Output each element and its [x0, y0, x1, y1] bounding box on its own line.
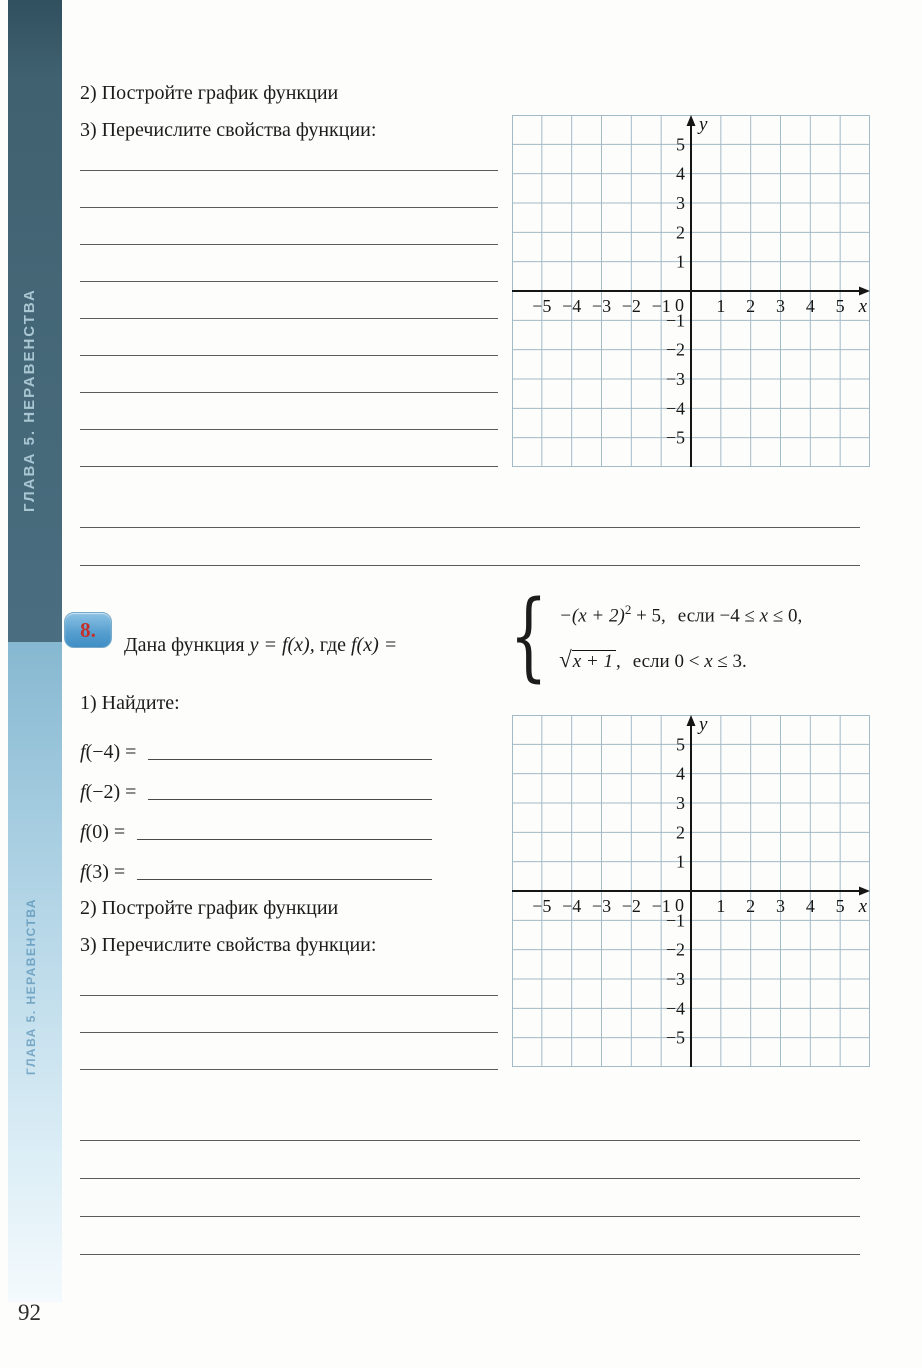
x-tick-label: 5: [835, 296, 845, 316]
x-tick-label: 4: [805, 296, 815, 316]
x-tick-label: −5: [532, 896, 552, 916]
x-tick-label: −2: [621, 296, 641, 316]
writing-line: [80, 1032, 498, 1033]
y-tick-label: −2: [665, 939, 685, 960]
x-tick-label: −1: [651, 896, 671, 916]
task-2-label-bottom: 2) Постройте график функции: [80, 897, 339, 919]
x-tick-label: −4: [562, 296, 582, 316]
branch-2-comma: ,: [615, 651, 621, 673]
y-tick-label: −1: [665, 910, 685, 931]
branch-2-condition-end: ≤ 3.: [712, 651, 747, 673]
x-tick-label: 1: [716, 296, 726, 316]
statement-math-2: f(x) =: [351, 634, 398, 656]
origin-label: 0: [675, 295, 684, 315]
y-tick-label: −5: [665, 427, 685, 448]
writing-line: [80, 429, 498, 430]
x-tick-label: 1: [716, 896, 726, 916]
x-tick-label: −1: [651, 296, 671, 316]
y-tick-label: −3: [665, 369, 685, 389]
task-3-label-top: 3) Перечислите свойства функции:: [80, 119, 377, 141]
y-tick-label: −2: [665, 339, 685, 360]
answer-row-f-minus4: [80, 734, 432, 764]
x-tick-label: 4: [805, 896, 815, 916]
grid-svg: [512, 115, 870, 467]
branch-2-variable: x: [704, 651, 713, 673]
y-axis-letter: y: [699, 715, 708, 735]
answer-row-f-3: [80, 854, 432, 884]
writing-line: [80, 527, 860, 528]
task-3-label-bottom: 3) Перечислите свойства функции:: [80, 934, 377, 956]
writing-line: [80, 1178, 860, 1179]
writing-line: [80, 1069, 498, 1070]
piecewise-branch-2: [559, 638, 802, 684]
y-axis-arrow-icon: [687, 715, 696, 726]
coordinate-grid-bottom: [512, 715, 870, 1067]
statement-text-1: Дана функция: [124, 634, 245, 656]
statement-math-1: y = f(x),: [249, 634, 315, 656]
chapter-title: ГЛАВА 5. НЕРАВЕНСТВА: [21, 288, 38, 512]
x-axis-arrow-icon: [859, 887, 870, 896]
x-tick-label: 2: [746, 296, 756, 316]
x-axis-letter: x: [858, 896, 867, 917]
x-tick-label: −4: [562, 896, 582, 916]
sqrt-icon: √: [559, 647, 572, 673]
branch-1-variable: x: [759, 605, 769, 627]
answer-blank[interactable]: [137, 879, 432, 880]
x-tick-label: 3: [776, 896, 785, 916]
y-tick-label: −3: [665, 969, 685, 989]
task-2-label-top: 2) Постройте график функции: [80, 82, 339, 104]
writing-line: [80, 244, 498, 245]
y-tick-label: 5: [676, 734, 685, 755]
writing-line: [80, 170, 498, 171]
y-tick-label: 2: [676, 222, 685, 243]
grid-svg: [512, 715, 870, 1067]
problem-8-number: 8.: [80, 617, 96, 642]
x-tick-label: 2: [746, 896, 756, 916]
y-tick-label: 4: [676, 763, 685, 784]
y-tick-label: 1: [676, 251, 685, 272]
writing-line: [80, 995, 498, 996]
f-symbol: f: [80, 741, 86, 763]
f-arg: (0) =: [85, 821, 126, 843]
coordinate-grid-top: [512, 115, 870, 467]
branch-1-expression: −(x + 2): [559, 605, 625, 627]
x-tick-label: 3: [776, 296, 785, 316]
branch-2-condition: если 0 <: [632, 651, 705, 673]
writing-line: [80, 207, 498, 208]
y-tick-label: 2: [676, 822, 685, 843]
y-tick-label: 3: [676, 193, 685, 213]
answer-blank[interactable]: [148, 799, 432, 800]
x-axis-arrow-icon: [859, 287, 870, 296]
f-arg: (−4) =: [85, 741, 137, 763]
x-tick-label: −2: [621, 896, 641, 916]
page-number: 92: [18, 1300, 41, 1325]
find-label: 1) Найдите:: [80, 692, 180, 714]
branch-1-exponent: 2: [624, 602, 632, 617]
y-tick-label: −1: [665, 310, 685, 331]
x-tick-label: −5: [532, 296, 552, 316]
writing-line: [80, 392, 498, 393]
y-tick-label: −4: [665, 998, 685, 1019]
f-symbol: f: [80, 861, 86, 883]
chapter-title-faint: ГЛАВА 5. НЕРАВЕНСТВА: [24, 897, 38, 1075]
x-axis-letter: x: [858, 296, 867, 317]
piecewise-function: [498, 580, 803, 693]
f-arg: (−2) =: [85, 781, 137, 803]
branch-2-radicand: x + 1: [572, 650, 616, 672]
writing-line: [80, 1254, 860, 1255]
brace-symbol: {: [509, 580, 548, 693]
piecewise-branch-1: [559, 588, 802, 638]
answer-blank[interactable]: [148, 759, 432, 760]
writing-line: [80, 565, 860, 566]
problem-8-badge: [64, 612, 112, 648]
answer-row-f-minus2: [80, 774, 432, 804]
origin-label: 0: [675, 895, 684, 915]
f-arg: (3) =: [85, 861, 126, 883]
answer-row-f-0: [80, 814, 432, 844]
writing-line: [80, 281, 498, 282]
y-axis-letter: y: [699, 115, 708, 135]
y-tick-label: 5: [676, 134, 685, 155]
y-tick-label: 3: [676, 793, 685, 813]
writing-line: [80, 1216, 860, 1217]
writing-line: [80, 466, 498, 467]
x-tick-label: 5: [835, 896, 845, 916]
writing-line: [80, 1140, 860, 1141]
writing-line: [80, 355, 498, 356]
problem-8-statement: [124, 634, 397, 657]
x-tick-label: −3: [591, 296, 612, 316]
writing-line: [80, 318, 498, 319]
f-symbol: f: [80, 781, 86, 803]
y-tick-label: 4: [676, 163, 685, 184]
y-axis-arrow-icon: [687, 115, 696, 126]
y-tick-label: 1: [676, 851, 685, 872]
x-tick-label: −3: [591, 896, 612, 916]
branch-1-tail: + 5,: [631, 605, 666, 627]
f-symbol: f: [80, 821, 86, 843]
y-tick-label: −4: [665, 398, 685, 419]
y-tick-label: −5: [665, 1027, 685, 1048]
branch-1-condition-end: ≤ 0,: [768, 605, 803, 627]
answer-blank[interactable]: [137, 839, 432, 840]
statement-text-2: где: [319, 634, 346, 656]
branch-1-condition: если −4 ≤: [677, 605, 760, 627]
